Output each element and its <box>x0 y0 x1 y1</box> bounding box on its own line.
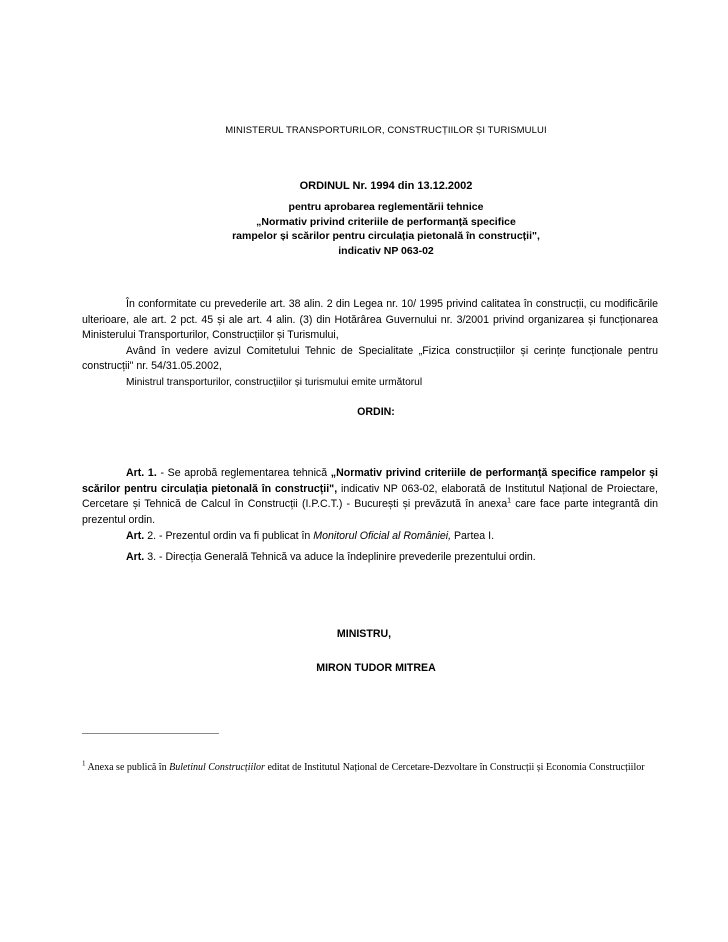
article-2 <box>126 530 494 542</box>
article-1-normativ-title: „Normativ privind criteriile de performanță specifice rampelor și scărilor pentru circulația pietonală în construcții", <box>82 467 658 495</box>
subtitle-line-4: indicativ NP 063-02 <box>338 244 434 257</box>
article-1-text-c: care face parte integrantă din prezentul ordin. <box>82 498 659 526</box>
article-2-label: Art. <box>126 530 145 542</box>
subtitle-line-1: pentru aprobarea reglementării tehnice <box>288 201 484 213</box>
article-2-text-a: 2. - Prezentul ordin va fi publicat în <box>144 530 314 542</box>
preamble-paragraph-3 <box>82 375 658 391</box>
footnote-text-b: editat de Institutul Național de Cercetare-Dezvoltare în Construcții și Economia Construcțiilor <box>264 762 645 773</box>
article-2-monitorul: Monitorul Oficial al României, <box>313 530 452 542</box>
footnote-reference: 1 <box>507 497 511 505</box>
ordin-heading: ORDIN: <box>357 406 395 418</box>
article-3-label: Art. <box>126 551 145 563</box>
footnote-divider <box>82 733 219 734</box>
preamble-emit-text: Ministrul transporturilor, construcțiilor și turismului emite următorul <box>126 376 423 388</box>
article-3 <box>126 551 536 563</box>
order-subtitle <box>0 200 728 258</box>
article-2-text-b: Partea I. <box>451 530 495 542</box>
article-1 <box>82 466 658 528</box>
preamble-paragraph-2: Având în vedere avizul Comitetului Tehnic de Specialitate „Fizica construcțiilor și cerințe funcționale pentru construcții" nr. 54/31.05.2002, <box>82 344 658 373</box>
order-title: ORDINUL Nr. 1994 din 13.12.2002 <box>299 180 473 192</box>
signature-title: MINISTRU, <box>336 628 392 640</box>
article-1-text-a: - Se aprobă reglementarea tehnică <box>156 467 331 479</box>
article-3-text: 3. - Direcția Generală Tehnică va aduce la îndeplinire prevederile prezentului ordin. <box>144 551 536 563</box>
preamble-paragraph-1: În conformitate cu prevederile art. 38 alin. 2 din Legea nr. 10/ 1995 privind calitatea în construcții, cu modificările ulterioare, ale art. 2 pct. 45 și ale art. 4 alin. (3) din Hotărârea Guvernului nr. 3/2001 privind organizarea și funcționarea Ministerului Transporturilor, Construcțiilor și Turismului, <box>82 298 658 342</box>
subtitle-line-2: „Normativ privind criteriile de performanță specifice <box>256 215 516 228</box>
article-1-text-b: indicativ NP 063-02, elaborată de Institutul Național de Proiectare, Cercetare și Tehnică de Calcul în Construcții (I.P.C.T.) - București și prevăzută în anexa <box>82 482 658 511</box>
ministry-header: MINISTERUL TRANSPORTURILOR, CONSTRUCȚIILOR ȘI TURISMULUI <box>225 125 547 136</box>
subtitle-line-3: rampelor și scărilor pentru circulația pietonală în construcții", <box>232 230 540 242</box>
preamble <box>82 297 658 391</box>
footnote-text-a: Anexa se publică în <box>85 762 170 773</box>
footnote <box>82 760 658 776</box>
footnote-number: 1 <box>82 759 86 768</box>
footnote-bulletin-title: Buletinul Construcțiilor <box>169 762 265 773</box>
article-1-label: Art. 1. <box>126 467 157 479</box>
signature-name: MIRON TUDOR MITREA <box>316 662 436 674</box>
